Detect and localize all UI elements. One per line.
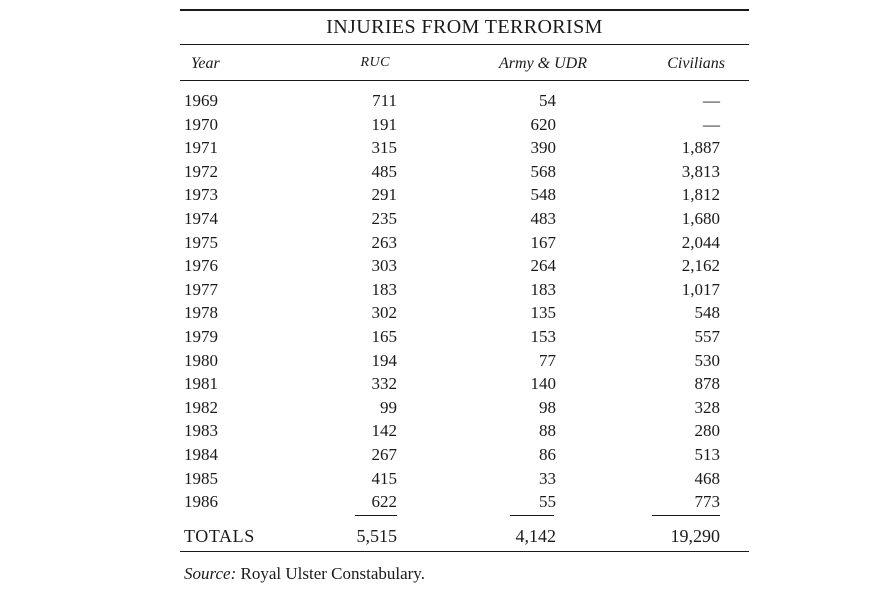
civilians-sum-line bbox=[652, 515, 720, 516]
row-civilians-cell: — bbox=[703, 114, 720, 134]
row-civilians-cell: 2,044 bbox=[681, 232, 720, 252]
row-army-cell: 33 bbox=[539, 468, 556, 488]
row-ruc-cell: 332 bbox=[371, 374, 397, 394]
row-year-cell: 1969 bbox=[184, 91, 218, 110]
totals-army: 4,142 bbox=[515, 526, 556, 546]
row-ruc-cell: 315 bbox=[371, 138, 397, 158]
row-ruc-cell: 267 bbox=[371, 445, 397, 464]
row-army-cell: 77 bbox=[539, 350, 556, 370]
table-title: INJURIES FROM TERRORISM bbox=[326, 16, 603, 38]
row-army-cell: 88 bbox=[539, 421, 556, 441]
row-civilians-cell: 2,162 bbox=[681, 256, 720, 276]
table-row bbox=[180, 185, 749, 209]
table-row bbox=[180, 280, 749, 304]
row-army-cell: 54 bbox=[539, 91, 556, 110]
header-divider-rule bbox=[180, 80, 749, 81]
row-year-cell: 1971 bbox=[184, 138, 218, 158]
row-army-cell: 86 bbox=[539, 445, 556, 464]
row-army-cell: 55 bbox=[539, 492, 556, 512]
row-year-cell: 1975 bbox=[184, 232, 218, 252]
row-civilians-cell: 1,812 bbox=[681, 185, 720, 205]
row-ruc-cell: 183 bbox=[371, 279, 397, 299]
row-ruc-cell: 622 bbox=[371, 492, 397, 512]
row-year-cell: 1984 bbox=[184, 445, 218, 464]
table-bottom-rule bbox=[180, 551, 749, 552]
table-row bbox=[180, 421, 749, 445]
row-year-cell: 1972 bbox=[184, 161, 218, 181]
header-civilians: Civilians bbox=[667, 55, 725, 72]
row-year-cell: 1986 bbox=[184, 492, 218, 512]
table-row bbox=[180, 492, 749, 516]
source-label: Source: bbox=[184, 564, 237, 583]
row-army-cell: 153 bbox=[530, 327, 556, 346]
row-year-cell: 1980 bbox=[184, 350, 218, 370]
row-civilians-cell: 513 bbox=[694, 445, 720, 464]
row-year-cell: 1983 bbox=[184, 421, 218, 441]
row-army-cell: 390 bbox=[530, 138, 556, 158]
row-ruc-cell: 191 bbox=[371, 114, 397, 134]
table-row bbox=[180, 469, 749, 493]
table-row bbox=[180, 303, 749, 327]
row-civilians-cell: 557 bbox=[694, 327, 720, 346]
row-year-cell: 1976 bbox=[184, 256, 218, 276]
row-ruc-cell: 485 bbox=[371, 161, 397, 181]
row-year-cell: 1982 bbox=[184, 397, 218, 417]
row-army-cell: 568 bbox=[530, 161, 556, 181]
row-ruc-cell: 194 bbox=[371, 350, 397, 370]
table-row bbox=[180, 374, 749, 398]
row-year-cell: 1973 bbox=[184, 185, 218, 205]
ruc-sum-line bbox=[355, 515, 397, 516]
table-row bbox=[180, 398, 749, 422]
row-army-cell: 548 bbox=[530, 185, 556, 205]
header-year: Year bbox=[191, 55, 220, 72]
row-ruc-cell: 711 bbox=[372, 91, 397, 110]
row-army-cell: 483 bbox=[530, 209, 556, 228]
table-row bbox=[180, 233, 749, 257]
table-row bbox=[180, 327, 749, 351]
table-top-rule bbox=[180, 9, 749, 11]
army-sum-line bbox=[510, 515, 554, 516]
row-army-cell: 264 bbox=[530, 256, 556, 276]
row-army-cell: 183 bbox=[530, 279, 556, 299]
row-civilians-cell: 1,017 bbox=[681, 279, 720, 299]
totals-label: TOTALS bbox=[184, 526, 255, 546]
table-row bbox=[180, 162, 749, 186]
row-civilians-cell: — bbox=[703, 91, 720, 110]
header-army-udr: Army & UDR bbox=[499, 55, 587, 72]
row-civilians-cell: 1,680 bbox=[681, 209, 720, 228]
row-army-cell: 135 bbox=[530, 303, 556, 323]
row-civilians-cell: 280 bbox=[694, 421, 720, 441]
row-civilians-cell: 1,887 bbox=[681, 138, 720, 158]
row-year-cell: 1974 bbox=[184, 209, 218, 228]
row-army-cell: 98 bbox=[539, 397, 556, 417]
row-civilians-cell: 548 bbox=[694, 303, 720, 323]
row-ruc-cell: 99 bbox=[380, 397, 397, 417]
row-civilians-cell: 328 bbox=[694, 397, 720, 417]
row-year-cell: 1978 bbox=[184, 303, 218, 323]
row-year-cell: 1977 bbox=[184, 279, 218, 299]
row-army-cell: 167 bbox=[530, 232, 556, 252]
row-year-cell: 1985 bbox=[184, 468, 218, 488]
title-divider-rule bbox=[180, 44, 749, 45]
row-ruc-cell: 302 bbox=[371, 303, 397, 323]
row-ruc-cell: 263 bbox=[371, 232, 397, 252]
row-ruc-cell: 165 bbox=[371, 327, 397, 346]
row-army-cell: 140 bbox=[530, 374, 556, 394]
row-ruc-cell: 303 bbox=[371, 256, 397, 276]
row-year-cell: 1979 bbox=[184, 327, 218, 346]
totals-ruc: 5,515 bbox=[356, 526, 397, 546]
row-ruc-cell: 291 bbox=[371, 185, 397, 205]
table-row bbox=[180, 209, 749, 233]
row-army-cell: 620 bbox=[530, 114, 556, 134]
table-row bbox=[180, 445, 749, 469]
row-civilians-cell: 530 bbox=[694, 350, 720, 370]
row-year-cell: 1981 bbox=[184, 374, 218, 394]
row-civilians-cell: 468 bbox=[694, 468, 720, 488]
table-row bbox=[180, 91, 749, 115]
row-civilians-cell: 3,813 bbox=[681, 161, 720, 181]
table-row bbox=[180, 115, 749, 139]
source-note bbox=[184, 564, 425, 584]
totals-civilians: 19,290 bbox=[670, 526, 720, 546]
row-ruc-cell: 235 bbox=[371, 209, 397, 228]
row-civilians-cell: 878 bbox=[694, 374, 720, 394]
row-civilians-cell: 773 bbox=[694, 492, 720, 512]
table-row bbox=[180, 256, 749, 280]
table-row bbox=[180, 351, 749, 375]
row-ruc-cell: 142 bbox=[371, 421, 397, 441]
row-ruc-cell: 415 bbox=[371, 468, 397, 488]
table-row bbox=[180, 138, 749, 162]
source-text: Royal Ulster Constabulary. bbox=[240, 564, 425, 583]
header-ruc: RUC bbox=[360, 55, 390, 70]
row-year-cell: 1970 bbox=[184, 114, 218, 134]
